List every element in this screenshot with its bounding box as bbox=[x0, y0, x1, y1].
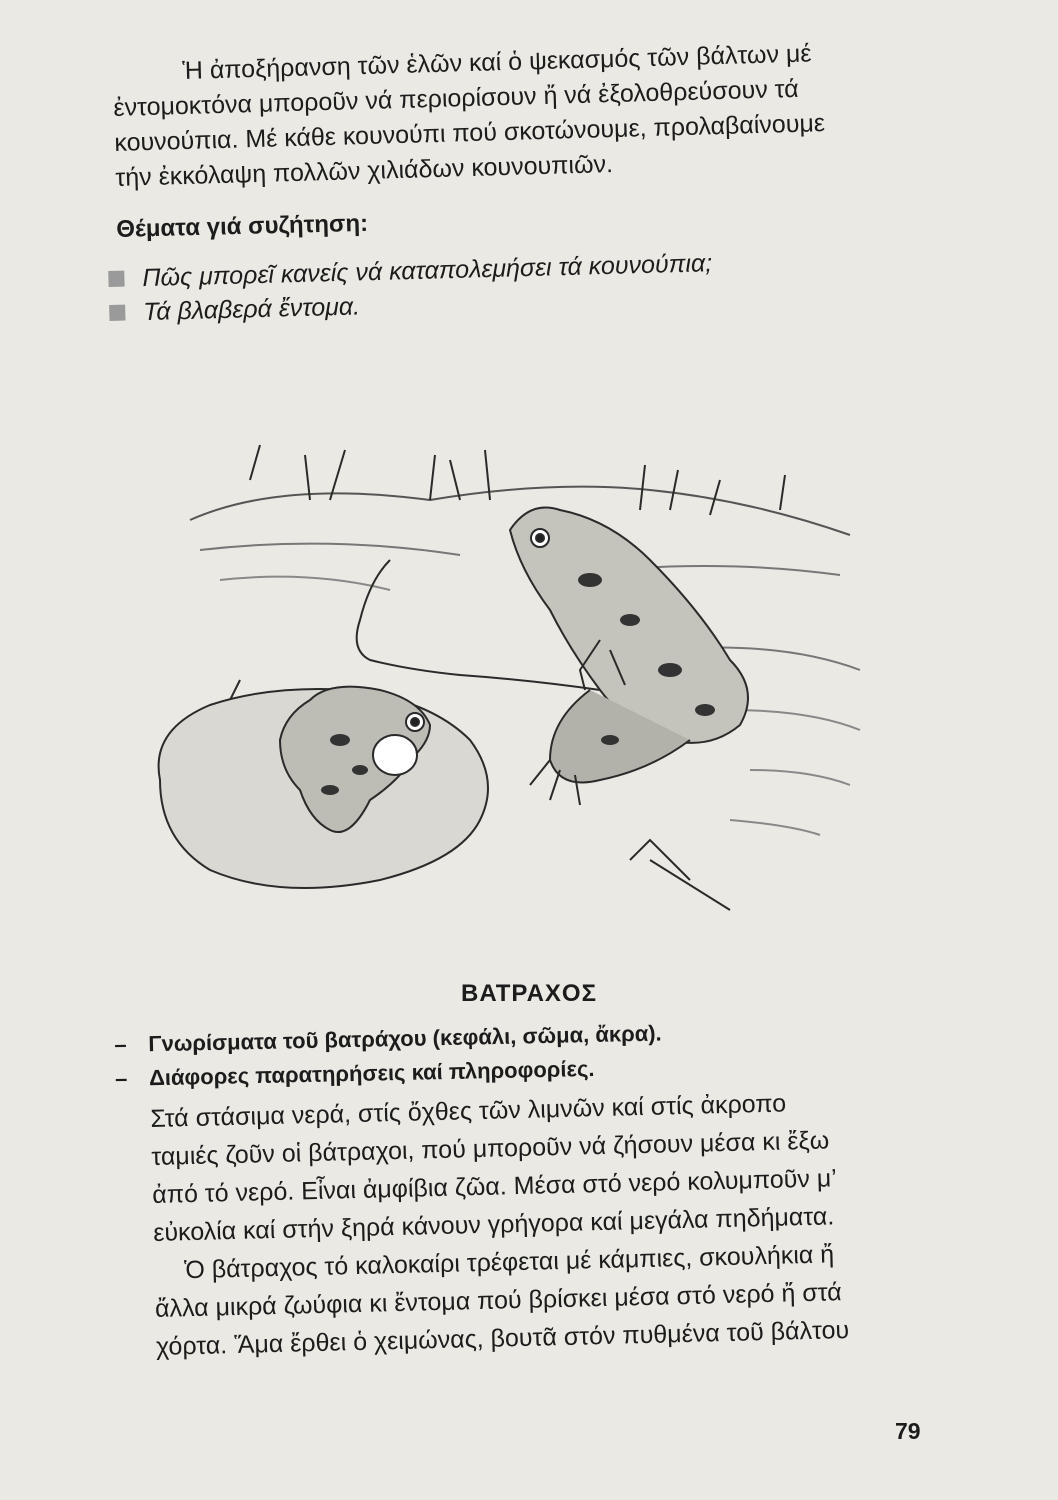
subtopics-list bbox=[114, 1017, 663, 1096]
subtopic-text: Διάφορες παρατηρήσεις καί πληροφορίες. bbox=[148, 1055, 595, 1091]
discussion-topics-list bbox=[108, 246, 713, 330]
section-heading: ΒΑΤΡΑΧΟΣ bbox=[461, 980, 597, 1007]
intro-line: ἐντομοκτόνα μποροῦν νά περιορίσουν ἤ νά ἐξολοθρεύσουν τά bbox=[113, 74, 800, 122]
body-line: ταμιές ζοῦν οἱ βάτραχοι, πού μποροῦν νά ζήσουν μέσα κι ἔξω bbox=[151, 1126, 830, 1171]
topic-text: Πῶς μπορεῖ κανείς νά καταπολεμήσει τά κουνούπια; bbox=[142, 248, 713, 292]
square-bullet-icon bbox=[108, 271, 124, 287]
intro-line: τήν ἐκκόλαψη πολλῶν χιλιάδων κουνουπιῶν. bbox=[115, 150, 614, 192]
dash-marker: – bbox=[114, 1065, 128, 1091]
body-line: Στά στάσιμα νερά, στίς ὄχθες τῶν λιμνῶν καί στίς ἀκροπο bbox=[150, 1089, 787, 1133]
discussion-topics-title: Θέματα γιά συζήτηση: bbox=[116, 209, 369, 243]
body-line: χόρτα. Ἅμα ἔρθει ὁ χειμώνας, βουτᾶ στόν πυθμένα τοῦ βάλτου bbox=[155, 1315, 850, 1361]
body-line: Ὁ βάτραχος τό καλοκαίρι τρέφεται μέ κάμπιες, σκουλήκια ἤ bbox=[183, 1240, 835, 1285]
square-bullet-icon bbox=[109, 305, 125, 321]
body-line: ἄλλα μικρά ζωύφια κι ἔντομα πού βρίσκει μέσα στό νερό ἤ στά bbox=[154, 1278, 843, 1323]
intro-line: κουνούπια. Μέ κάθε κουνούπι πού σκοτώνουμε, προλαβαίνουμε bbox=[114, 109, 826, 157]
subtopic-text: Γνωρίσματα τοῦ βατράχου (κεφάλι, σῶμα, ἄκρα). bbox=[148, 1020, 662, 1057]
page-number: 79 bbox=[895, 1418, 921, 1444]
body-line: εὐκολία καί στήν ξηρά κάνουν γρήγορα καί μεγάλα πηδήματα. bbox=[152, 1202, 835, 1247]
intro-line: Ἡ ἀποξήρανση τῶν ἑλῶν καί ὁ ψεκασμός τῶν βάλτων μέ bbox=[182, 39, 812, 86]
frogs-illustration bbox=[130, 440, 890, 950]
topic-text: Τά βλαβερά ἔντομα. bbox=[142, 291, 361, 326]
body-line: ἀπό τό νερό. Εἶναι ἀμφίβια ζῶα. Μέσα στό νερό κολυμποῦν μ’ bbox=[151, 1164, 838, 1209]
intro-paragraph bbox=[112, 32, 976, 196]
dash-marker: – bbox=[114, 1031, 127, 1057]
body-paragraph bbox=[150, 1080, 956, 1365]
